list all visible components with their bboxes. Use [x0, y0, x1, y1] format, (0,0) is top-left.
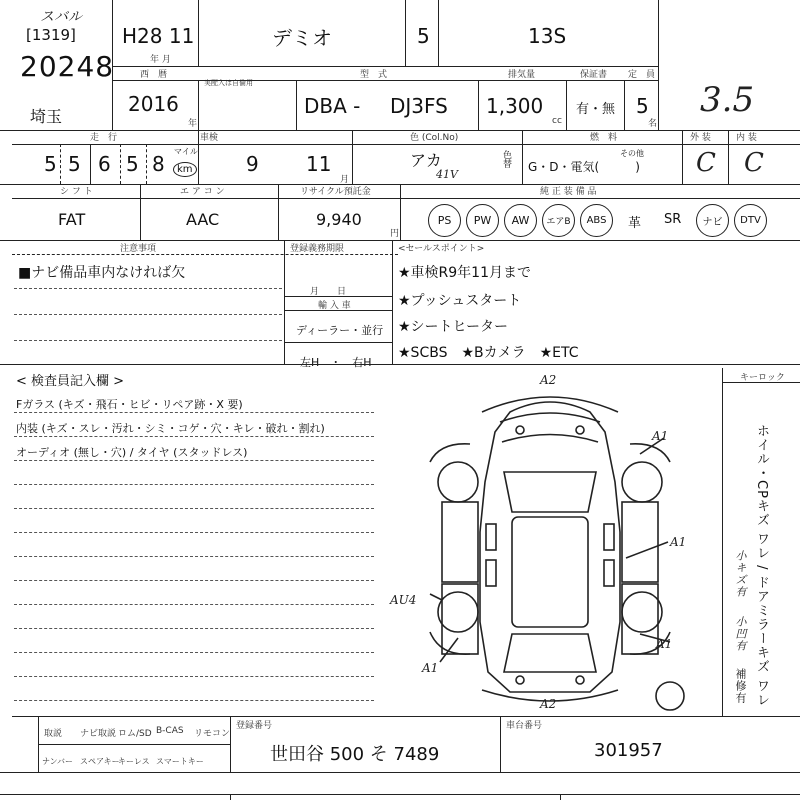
mileage-digit-5: 8	[152, 152, 165, 176]
doc-keyless: キーレス	[118, 757, 150, 766]
side-note-1: 小キズ有	[734, 550, 747, 598]
mileage-digit-2: 5	[68, 152, 81, 176]
date-sub-label: 年 月	[150, 55, 171, 65]
equip-ps: PS	[428, 204, 461, 237]
dealer-parallel: ディーラー・並行	[296, 324, 384, 337]
model-type-label: 型 式	[360, 70, 388, 80]
km-unit: km	[173, 162, 197, 177]
sales-point-1: ★車検R9年11月まで	[398, 265, 531, 281]
lot-code: [1319]	[26, 26, 76, 44]
shift-label: シ フ ト	[60, 187, 93, 197]
equipment-label: 純 正 装 備 品	[540, 187, 597, 197]
mileage-digit-4: 5	[126, 152, 139, 176]
doc-spare-key: スペアキー	[80, 757, 120, 766]
interior-label: 内 装	[736, 133, 757, 143]
damage-mark-rear-left: A1	[422, 661, 439, 675]
lhd-rhd: 左H ・ 右H	[300, 356, 372, 369]
damage-mark-rear-right: A1	[656, 637, 673, 651]
color-number: 41V	[436, 168, 458, 181]
sales-point-2: ★プッシュスタート	[398, 293, 522, 309]
region: 埼玉	[30, 107, 63, 126]
import-label: 輸 入 車	[318, 301, 351, 311]
equip-airbag: エアB	[542, 204, 575, 237]
equip-leather: 革	[628, 216, 642, 231]
reg-expiry-label: 登録義務期限	[290, 244, 345, 254]
doc-navi-manual: ナビ取説	[80, 729, 117, 739]
fuel-other-label: その他	[620, 149, 644, 158]
lot-number: 20248	[20, 50, 115, 83]
inspector-line-3: オーディオ (無し・穴) / タイヤ (スタッドレス)	[16, 446, 248, 459]
first-reg-label: 西 暦	[140, 70, 168, 80]
mile-unit: マイル	[174, 147, 198, 156]
damage-mark-left-door: AU4	[390, 593, 417, 607]
equip-aw: AW	[504, 204, 537, 237]
sales-point-4: ★SCBS ★Bカメラ ★ETC	[398, 345, 579, 361]
aircon-value: AAC	[186, 210, 220, 229]
person-unit: 名	[648, 119, 658, 129]
recycle-fee: 9,940	[316, 210, 362, 229]
color-value: アカ	[410, 151, 442, 170]
recycle-label: リサイクル預託金	[300, 187, 371, 197]
doc-rom-sd: ロム/SD	[118, 729, 152, 739]
color-label: 色 (Col.No)	[410, 133, 459, 143]
mileage-label: 走 行	[90, 133, 118, 143]
displacement-label: 排気量	[508, 70, 536, 80]
sales-points-label: <セールスポイント>	[398, 244, 485, 254]
shaken-month: 11	[306, 152, 332, 176]
damage-mark-front-right: A1	[652, 429, 669, 443]
grade: 13S	[528, 24, 567, 48]
key-lock-label: キーロック	[740, 373, 785, 383]
notes-label: 注意事項	[120, 244, 157, 254]
handwritten-note: スバル	[40, 9, 82, 25]
displacement-value: 1,300	[486, 94, 544, 118]
capacity-label: 定 員	[628, 70, 656, 80]
inspector-line-1: Fガラス (キズ・飛石・ヒビ・リペア跡・X 要)	[16, 398, 243, 411]
doors: 5	[417, 24, 430, 48]
shaken-month-unit: 月	[340, 175, 350, 185]
mileage-digit-1: 5	[44, 152, 57, 176]
sales-point-3: ★シートヒーター	[398, 319, 508, 335]
damage-mark-front: A2	[540, 373, 557, 387]
color-change-label: 色替	[501, 150, 511, 168]
cc-unit: cc	[552, 116, 562, 126]
first-reg-year: 2016	[128, 92, 179, 116]
equip-sunroof: SR	[664, 212, 682, 227]
aircon-label: エ ア コ ン	[180, 187, 225, 197]
shift-value: FAT	[58, 210, 86, 229]
yen-unit: 円	[390, 229, 400, 239]
warranty-value: 有・無	[576, 102, 616, 117]
inspector-label: < 検査員記入欄 >	[16, 374, 125, 389]
equip-pw: PW	[466, 204, 499, 237]
warranty-label: 保証書	[580, 70, 608, 80]
registration-date: H28 11	[122, 24, 195, 48]
damage-mark-rear: A2	[540, 697, 557, 711]
equip-navi: ナビ	[696, 204, 729, 237]
model-type-code: DJ3FS	[390, 94, 448, 118]
model-type-prefix: DBA -	[304, 94, 361, 118]
plate-label: 登録番号	[236, 721, 273, 731]
equip-dtv: DTV	[734, 204, 767, 237]
month-day-label: 月 日	[310, 287, 347, 297]
equip-abs: ABS	[580, 204, 613, 237]
fuel-label: 燃 料	[590, 133, 618, 143]
shaken-year: 9	[246, 152, 259, 176]
mileage-digit-3: 6	[98, 152, 111, 176]
side-text: ホイル・CPキズ ワレ / ドアミラーキズ ワレ	[754, 424, 769, 707]
year-unit: 年	[188, 119, 198, 129]
fuel-value: G・D・電気( )	[528, 160, 640, 174]
doc-manual: 取説	[44, 729, 63, 739]
inspector-line-2: 内装 (キズ・スレ・汚れ・シミ・コゲ・穴・キレ・破れ・割れ)	[16, 422, 325, 435]
grade-score: 3.5	[700, 80, 755, 120]
doc-remote: リモコン	[194, 729, 231, 739]
car-diagram	[390, 372, 720, 716]
damage-mark-right-door: A1	[670, 535, 687, 549]
interior-grade: C	[744, 148, 764, 178]
doc-smart-key: スマートキー	[156, 757, 204, 766]
capacity-value: 5	[636, 94, 649, 118]
side-note-3: 補修有	[734, 668, 747, 704]
notes-text: ■ナビ備品車内なければ欠	[18, 265, 186, 281]
chassis-label: 車台番号	[506, 721, 543, 731]
chassis-number: 301957	[594, 740, 663, 761]
plate-number: 世田谷 500 そ 7489	[270, 744, 440, 765]
side-note-2: 小凹有	[734, 616, 747, 652]
exterior-grade: C	[696, 148, 716, 178]
doc-number-plate: ナンバー	[42, 757, 74, 766]
shaken-label: 車検	[200, 133, 219, 143]
model-name: デミオ	[272, 26, 332, 50]
doc-bcas: B-CAS	[156, 726, 184, 736]
exterior-label: 外 装	[690, 133, 711, 143]
seller-note-label: 実配入は自倫用	[204, 79, 253, 87]
